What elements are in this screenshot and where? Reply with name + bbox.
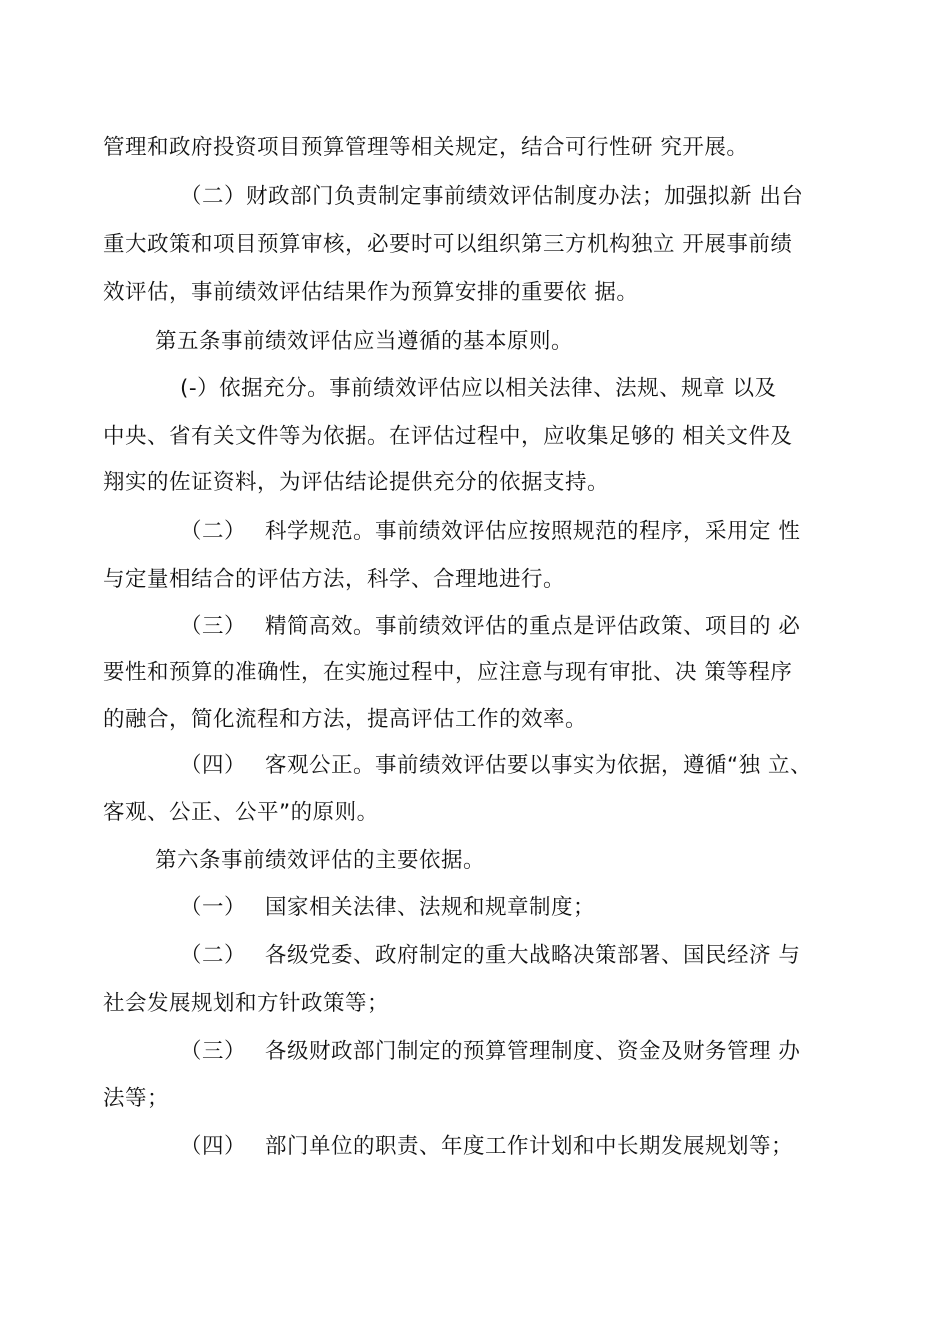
item-marker: （四）: [180, 753, 247, 778]
text-line: （二）财政部门负责制定事前绩效评估制度办法；加强拟新 出台: [180, 184, 804, 209]
item-marker: （三）: [180, 614, 247, 639]
text-line: 要性和预算的准确性，在实施过程中，应注意与现有审批、决 策等程序: [103, 660, 793, 685]
text-line: 社会发展规划和方针政策等；: [103, 991, 390, 1016]
text-line: 客观、公正、公平”的原则。: [103, 800, 379, 825]
text-line: 法等；: [103, 1086, 170, 1111]
text-line: (-）依据充分。事前绩效评估应以相关法律、法规、规章 以及: [180, 376, 777, 401]
item-marker: （二）: [180, 519, 247, 544]
text-line: 效评估，事前绩效评估结果作为预算安排的重要依 据。: [103, 280, 639, 305]
text-line: 部门单位的职责、年度工作计划和中长期发展规划等；: [265, 1134, 794, 1159]
item-marker: （一）: [180, 895, 247, 920]
article-heading: 第六条事前绩效评估的主要依据。: [155, 848, 486, 873]
item-marker: （三）: [180, 1039, 247, 1064]
item-marker: （二）: [180, 943, 247, 968]
text-line: 科学规范。事前绩效评估应按照规范的程序，采用定 性: [265, 519, 801, 544]
text-line: 各级财政部门制定的预算管理制度、资金及财务管理 办: [265, 1039, 801, 1064]
text-line: 与定量相结合的评估方法，科学、合理地进行。: [103, 567, 566, 592]
text-line: 管理和政府投资项目预算管理等相关规定，结合可行性研 究开展。: [103, 135, 749, 160]
text-line: 国家相关法律、法规和规章制度；: [265, 895, 596, 920]
article-heading: 第五条事前绩效评估应当遵循的基本原则。: [155, 329, 574, 354]
text-line: 翔实的佐证资料，为评估结论提供充分的依据支持。: [103, 470, 610, 495]
text-line: 重大政策和项目预算审核，必要时可以组织第三方机构独立 开展事前绩: [103, 232, 793, 257]
text-line: 的融合，简化流程和方法，提高评估工作的效率。: [103, 707, 588, 732]
text-line: 各级党委、政府制定的重大战略决策部署、国民经济 与: [265, 943, 801, 968]
item-marker: （四）: [180, 1134, 247, 1159]
text-line: 精简高效。事前绩效评估的重点是评估政策、项目的 必: [265, 614, 801, 639]
text-line: 客观公正。事前绩效评估要以事实为依据，遵循“独 立、: [265, 753, 812, 778]
text-line: 中央、省有关文件等为依据。在评估过程中，应收集足够的 相关文件及: [103, 424, 793, 449]
